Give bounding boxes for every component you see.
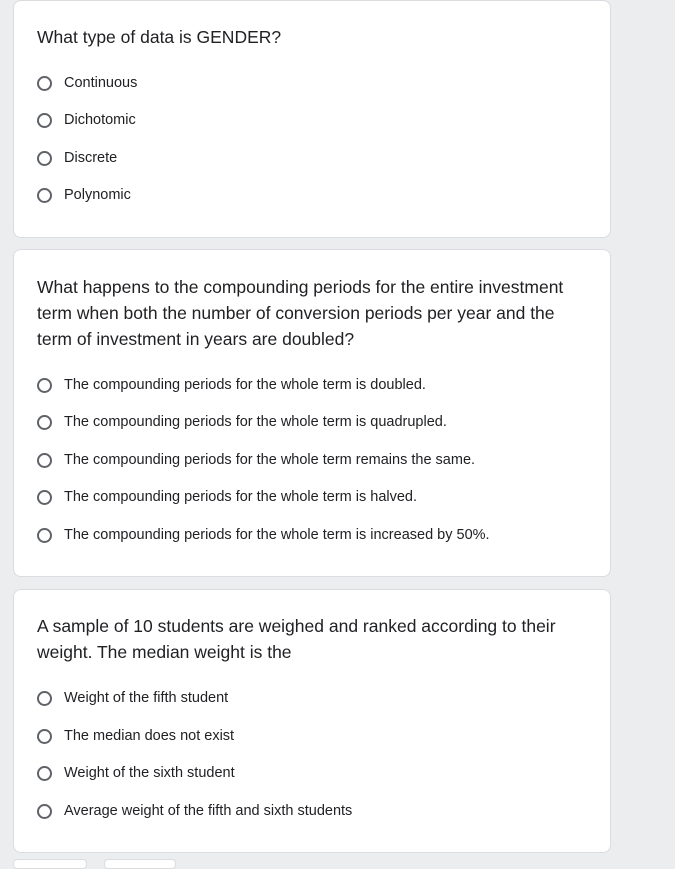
option-label: Discrete — [64, 150, 118, 166]
option-label: The compounding periods for the whole term is doubled. — [64, 377, 426, 393]
radio-option-increased-50[interactable] — [37, 525, 490, 545]
radio-button[interactable] — [37, 490, 52, 505]
question-title: A sample of 10 students are weighed and ranked according to their weight. The median weight is the — [37, 616, 556, 662]
radio-button[interactable] — [37, 453, 52, 468]
radio-button[interactable] — [37, 378, 52, 393]
option-label: Weight of the sixth student — [64, 765, 235, 781]
radio-option-quadrupled[interactable] — [37, 412, 447, 432]
question-title: What happens to the compounding periods for the entire investment term when both the number of conversion periods per year and the term of investment in years are doubled? — [37, 277, 564, 349]
radio-option-doubled[interactable] — [37, 375, 426, 395]
radio-button[interactable] — [37, 151, 52, 166]
radio-button[interactable] — [37, 691, 52, 706]
question-card-3 — [13, 589, 611, 853]
question-title: What type of data is GENDER? — [37, 27, 282, 47]
partial-button-left[interactable] — [13, 859, 87, 869]
radio-option-continuous[interactable] — [37, 73, 137, 93]
option-label: The compounding periods for the whole term remains the same. — [64, 452, 476, 468]
option-label: Polynomic — [64, 187, 131, 203]
radio-button[interactable] — [37, 188, 52, 203]
radio-button[interactable] — [37, 113, 52, 128]
radio-button[interactable] — [37, 804, 52, 819]
option-label: Weight of the fifth student — [64, 690, 229, 706]
radio-button[interactable] — [37, 729, 52, 744]
option-label: Dichotomic — [64, 112, 136, 128]
option-label: The compounding periods for the whole term is increased by 50%. — [64, 527, 490, 543]
option-label: The compounding periods for the whole term is quadrupled. — [64, 414, 447, 430]
option-label: Continuous — [64, 75, 138, 91]
radio-option-halved[interactable] — [37, 487, 417, 507]
radio-option-fifth-student[interactable] — [37, 688, 228, 708]
radio-button[interactable] — [37, 415, 52, 430]
radio-option-same[interactable] — [37, 450, 475, 470]
radio-option-polynomic[interactable] — [37, 185, 131, 205]
question-card-1 — [13, 0, 611, 238]
option-label: The median does not exist — [64, 728, 235, 744]
radio-button[interactable] — [37, 528, 52, 543]
option-label: Average weight of the fifth and sixth students — [64, 803, 353, 819]
radio-option-dichotomic[interactable] — [37, 110, 136, 130]
question-card-2 — [13, 249, 611, 577]
option-label: The compounding periods for the whole term is halved. — [64, 489, 418, 505]
radio-button[interactable] — [37, 766, 52, 781]
radio-option-average-fifth-sixth[interactable] — [37, 801, 352, 821]
radio-option-median-not-exist[interactable] — [37, 726, 234, 746]
radio-option-sixth-student[interactable] — [37, 763, 235, 783]
radio-button[interactable] — [37, 76, 52, 91]
partial-button-right[interactable] — [104, 859, 176, 869]
radio-option-discrete[interactable] — [37, 148, 117, 168]
